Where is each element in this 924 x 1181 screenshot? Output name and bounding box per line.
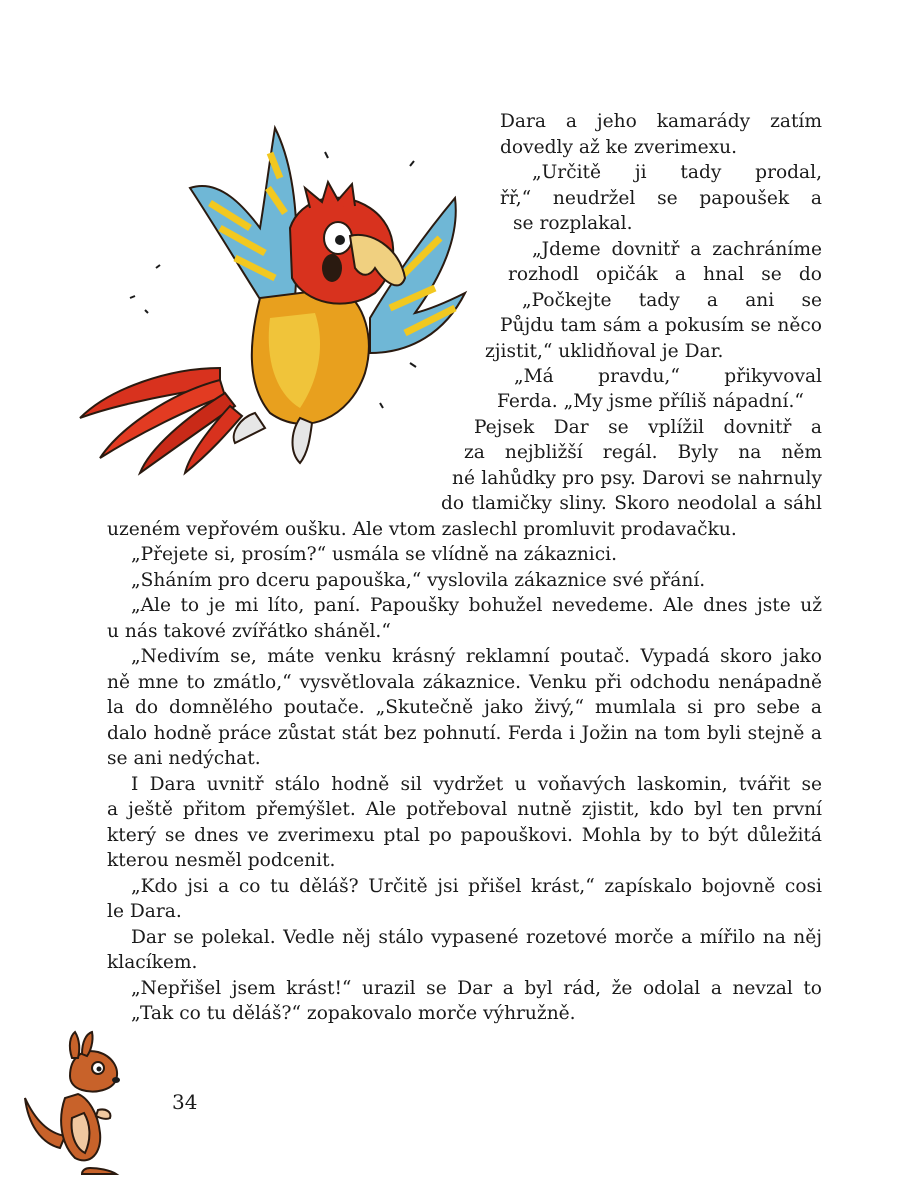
- text-line: Dara a jeho kamarády zatím: [500, 111, 822, 132]
- text-line: „Ale to je mi líto, paní. Papoušky bohužel nevedeme. Ale dnes jste už: [131, 595, 822, 616]
- text-line: „Sháním pro dceru papouška,“ vyslovila zákaznice své přání.: [131, 570, 706, 591]
- text-line: le Dara.: [107, 901, 182, 922]
- text-line: la do domnělého poutače. „Skutečně jako živý,“ mumlala si pro sebe a: [107, 697, 822, 718]
- text-line: se rozplakal.: [513, 213, 633, 234]
- text-line: ně mne to zmátlo,“ vysvětlovala zákaznice. Venku při odchodu nenápadně: [107, 672, 822, 693]
- text-line: uzeném vepřovém oušku. Ale vtom zaslechl promluvit prodavačku.: [107, 519, 737, 540]
- text-line: Dar se polekal. Vedle něj stálo vypasené rozetové morče a mířilo na něj: [131, 927, 822, 948]
- text-line: se ani nedýchat.: [107, 748, 261, 769]
- text-line: rozhodl opičák a hnal se do: [508, 264, 822, 285]
- page-number: 34: [172, 1090, 198, 1114]
- text-line: I Dara uvnitř stálo hodně sil vydržet u voňavých laskomin, tvářit se: [131, 774, 822, 795]
- text-line: „Nedivím se, máte venku krásný reklamní poutač. Vypadá skoro jako: [131, 646, 822, 667]
- text-line: a ještě přitom přemýšlet. Ale potřeboval nutně zjistit, kdo byl ten první: [107, 799, 822, 820]
- text-line: „Počkejte tady a ani se: [522, 290, 822, 311]
- text-line: „Kdo jsi a co tu děláš? Určitě jsi přišel krást,“ zapískalo bojovně cosi: [131, 876, 822, 897]
- text-line: „Jdeme dovnitř a zachráníme: [532, 239, 822, 260]
- text-line: klacíkem.: [107, 952, 198, 973]
- text-line: Ferda. „My jsme příliš nápadní.“: [497, 391, 804, 412]
- text-line: „Má pravdu,“ přikyvoval: [514, 366, 822, 387]
- text-line: do tlamičky sliny. Skoro neodolal a sáhl: [441, 493, 822, 514]
- text-line: dovedly až ke zverimexu.: [500, 137, 737, 158]
- text-line: dalo hodně práce zůstat stát bez pohnutí. Ferda i Jožin na tom byli stejně a: [107, 723, 822, 744]
- text-line: u nás takové zvířátko sháněl.“: [107, 621, 391, 642]
- text-line: který se dnes ve zverimexu ptal po papouškovi. Mohla by to být důležitá: [107, 825, 822, 846]
- text-line: Pejsek Dar se vplížil dovnitř a: [474, 417, 822, 438]
- text-line: za nejbližší regál. Byly na něm: [464, 442, 822, 463]
- text-line: kterou nesměl podcenit.: [107, 850, 336, 871]
- text-line: né lahůdky pro psy. Darovi se nahrnuly: [452, 468, 822, 489]
- text-line: řř,“ neudržel se papoušek a: [500, 188, 822, 209]
- text-line: „Nepřišel jsem krást!“ urazil se Dar a byl rád, že odolal a nevzal to: [131, 978, 822, 999]
- parrot-illustration: [70, 118, 470, 478]
- text-line: Půjdu tam sám a pokusím se něco: [500, 315, 822, 336]
- text-line: „Přejete si, prosím?“ usmála se vlídně na zákaznici.: [131, 544, 618, 565]
- text-line: zjistit,“ uklidňoval je Dar.: [485, 341, 724, 362]
- text-line: „Tak co tu děláš?“ zopakovalo morče výhružně.: [131, 1003, 576, 1024]
- text-line: „Určitě ji tady prodal,: [532, 162, 822, 183]
- kangaroo-illustration: [20, 1028, 132, 1178]
